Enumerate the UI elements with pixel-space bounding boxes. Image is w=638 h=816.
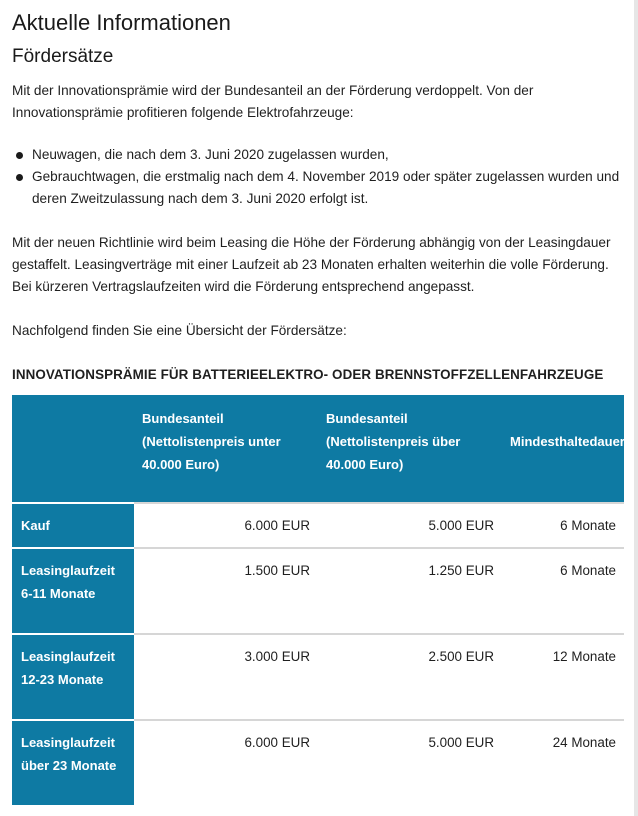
- row-label: Leasinglaufzeit 6-11 Monate: [12, 548, 134, 634]
- vehicle-list: [12, 144, 624, 210]
- cell-holding-period: 6 Monate: [502, 548, 624, 634]
- table-heading: INNOVATIONSPRÄMIE FÜR BATTERIEELEKTRO- ODER BRENNSTOFFZELLENFAHRZEUGE: [12, 367, 604, 382]
- cell-under-40000: 1.500 EUR: [134, 548, 318, 634]
- page-content: [12, 8, 625, 773]
- column-header-under-40000: Bundesanteil (Nettolistenpreis unter 40.000 Euro): [134, 395, 318, 503]
- list-item: [12, 144, 624, 166]
- column-header-over-40000: Bundesanteil (Nettolistenpreis über 40.000 Euro): [318, 395, 502, 503]
- cell-over-40000: 2.500 EUR: [318, 634, 502, 720]
- cell-under-40000: 6.000 EUR: [134, 503, 318, 548]
- table-row: [12, 548, 624, 634]
- page-title: Aktuelle Informationen: [12, 10, 231, 35]
- cell-holding-period: 24 Monate: [502, 720, 624, 805]
- funding-table-wrapper: [12, 395, 624, 805]
- row-label: Kauf: [12, 503, 134, 548]
- funding-table: [12, 395, 624, 805]
- bullet-icon: [16, 152, 23, 159]
- scrollbar[interactable]: [634, 0, 638, 816]
- leasing-paragraph: Mit der neuen Richtlinie wird beim Leasing die Höhe der Förderung abhängig von der Leasingdauer gestaffelt. Leasingverträge mit einer Laufzeit ab 23 Monaten erhalten weiterhin die volle Förderung. Bei kürzeren Vertragslaufzeiten wird die Förderung entsprechend angepasst.: [12, 235, 611, 294]
- section-title: Fördersätze: [12, 46, 114, 67]
- cell-over-40000: 5.000 EUR: [318, 720, 502, 805]
- table-row: [12, 720, 624, 805]
- table-header-row: [12, 395, 624, 503]
- list-item-text: Neuwagen, die nach dem 3. Juni 2020 zugelassen wurden,: [32, 147, 389, 162]
- list-item: [12, 166, 624, 210]
- cell-under-40000: 6.000 EUR: [134, 720, 318, 805]
- column-header-empty: [12, 395, 134, 503]
- row-label: Leasinglaufzeit über 23 Monate: [12, 720, 134, 805]
- list-item-text: Gebrauchtwagen, die erstmalig nach dem 4. November 2019 oder später zugelassen wurden und deren Zweitzulassung nach dem 3. Juni 2020 erfolgt ist.: [32, 169, 620, 206]
- intro-paragraph: Mit der Innovationsprämie wird der Bundesanteil an der Förderung verdoppelt. Von der Innovationsprämie profitieren folgende Elektrofahrzeuge:: [12, 83, 534, 120]
- table-row: [12, 634, 624, 720]
- bullet-icon: [16, 174, 23, 181]
- cell-over-40000: 1.250 EUR: [318, 548, 502, 634]
- table-row: [12, 503, 624, 548]
- column-header-holding-period: Mindesthaltedauer: [502, 395, 624, 503]
- cell-holding-period: 12 Monate: [502, 634, 624, 720]
- cell-holding-period: 6 Monate: [502, 503, 624, 548]
- cell-under-40000: 3.000 EUR: [134, 634, 318, 720]
- row-label: Leasinglaufzeit 12-23 Monate: [12, 634, 134, 720]
- overview-paragraph: Nachfolgend finden Sie eine Übersicht der Fördersätze:: [12, 323, 347, 338]
- cell-over-40000: 5.000 EUR: [318, 503, 502, 548]
